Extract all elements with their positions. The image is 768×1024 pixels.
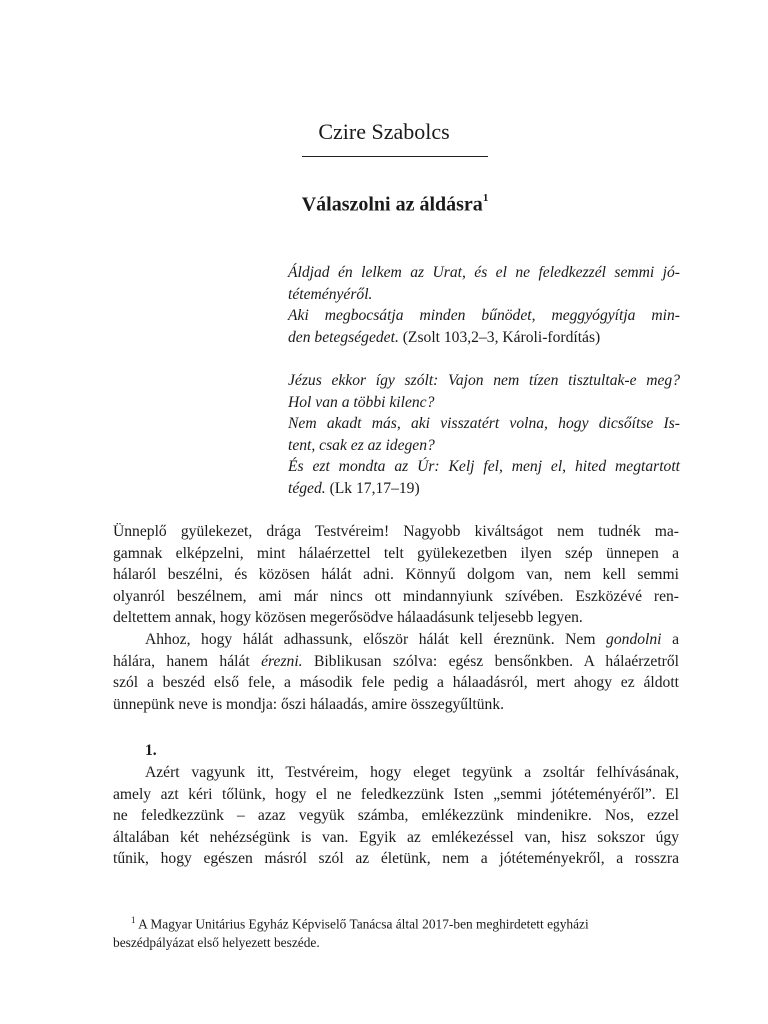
footnote-line <box>113 911 679 933</box>
epigraph-line: Jézus ekkor így szólt: Vajon nem tízen tisztultak-e meg? <box>288 372 680 389</box>
text-line <box>113 651 679 673</box>
paragraph-2 <box>113 629 679 715</box>
text-line <box>113 629 679 651</box>
text-line: szól a beszéd első fele, a második fele pedig a hálaadásról, mert ahogy ez áldott <box>113 674 679 692</box>
paragraph-3 <box>113 762 679 870</box>
title-footnote-mark[interactable]: 1 <box>482 192 489 204</box>
text-line: ne feledkezzünk – azaz vegyük számba, emlékezzünk mindenikre. Nos, ezzel <box>113 807 679 825</box>
text-line: gamnak elképzelni, mint hálaérzettel telt gyülekezetben ilyen szép ünnepen a <box>113 544 679 562</box>
author-divider <box>302 156 488 157</box>
text-run: Biblikusan szólva: egész bensőnkben. A hálaérzetről <box>302 652 679 670</box>
epigraph-citation: (Zsolt 103,2–3, Károli-fordítás) <box>398 328 601 346</box>
epigraph-line: tent, csak ez az idegen? <box>288 436 435 454</box>
sermon-title <box>0 186 768 219</box>
text-line: amely azt kéri tőlünk, hogy el ne feledkezzünk Isten „semmi jótéteményéről”. El <box>113 785 679 803</box>
footnote-text: A Magyar Unitárius Egyház Képviselő Tanácsa által 2017-ben meghirdetett egyházi <box>135 916 589 932</box>
text-line: tűnik, hogy egészen másról szól az életünk, nem a jótéteményekről, a rosszra <box>113 850 679 868</box>
title-text: Válaszolni az áldásra <box>301 193 483 216</box>
text-run: hálára, hanem hálát <box>113 652 262 670</box>
epigraph-line: den betegségedet. <box>288 328 399 346</box>
epigraph-line: téged. <box>288 479 326 497</box>
epigraph-line-with-citation <box>288 327 680 349</box>
epigraph-line: téteményéről. <box>288 285 373 303</box>
epigraph-citation: (Lk 17,17–19) <box>325 479 420 497</box>
text-line: Ünneplő gyülekezet, drága Testvéreim! Nagyobb kiváltságot nem tudnék ma- <box>113 523 679 540</box>
epigraph-line: És ezt mondta az Úr: Kelj fel, menj el, hited megtartott <box>288 458 680 476</box>
emphasis: gondolni <box>606 631 662 648</box>
text-line: általában két nehézségünk is van. Egyik az emlékezéssel van, hisz sokszor úgy <box>113 828 679 846</box>
epigraph-psalm <box>288 262 680 348</box>
footnote-mark: 1 <box>131 915 136 925</box>
section-number: 1. <box>145 742 157 759</box>
text-line: ünnepünk neve is mondja: őszi hálaadás, amire összegyűltünk. <box>113 695 505 713</box>
epigraph-line: Áldjad én lelkem az Urat, és el ne feledkezzél semmi jó- <box>288 264 680 281</box>
epigraph-luke <box>288 370 680 500</box>
text-line: Azért vagyunk itt, Testvéreim, hogy eleget tegyünk a zsoltár felhívásának, <box>145 764 679 781</box>
epigraph-line: Hol van a többi kilenc? <box>288 393 435 411</box>
paragraph-1 <box>113 521 679 629</box>
epigraph-line: Aki megbocsátja minden bűnödet, meggyógyítja min- <box>288 307 680 325</box>
text-line: deltettem annak, hogy közösen megerősödve hálaadásunk teljesebb legyen. <box>113 609 583 627</box>
text-run: Ahhoz, hogy hálát adhassunk, először hálát kell éreznünk. Nem <box>145 631 607 648</box>
epigraph-line-with-citation <box>288 478 680 500</box>
text-run: a <box>661 631 679 648</box>
emphasis: érezni. <box>261 652 303 670</box>
text-line: olyanról beszélnem, ami már nincs ott mindannyiunk szívében. Eszközévé ren- <box>113 587 679 605</box>
author-name: Czire Szabolcs <box>318 119 450 144</box>
footnote-line: beszédpályázat első helyezett beszéde. <box>113 935 320 951</box>
epigraph-line: Nem akadt más, aki visszatért volna, hogy dicsőítse Is- <box>288 415 680 433</box>
footnote <box>113 911 679 952</box>
text-line: hálaról beszélni, és közösen hálát adni. Könnyű dolgom van, nem kell semmi <box>113 566 679 584</box>
